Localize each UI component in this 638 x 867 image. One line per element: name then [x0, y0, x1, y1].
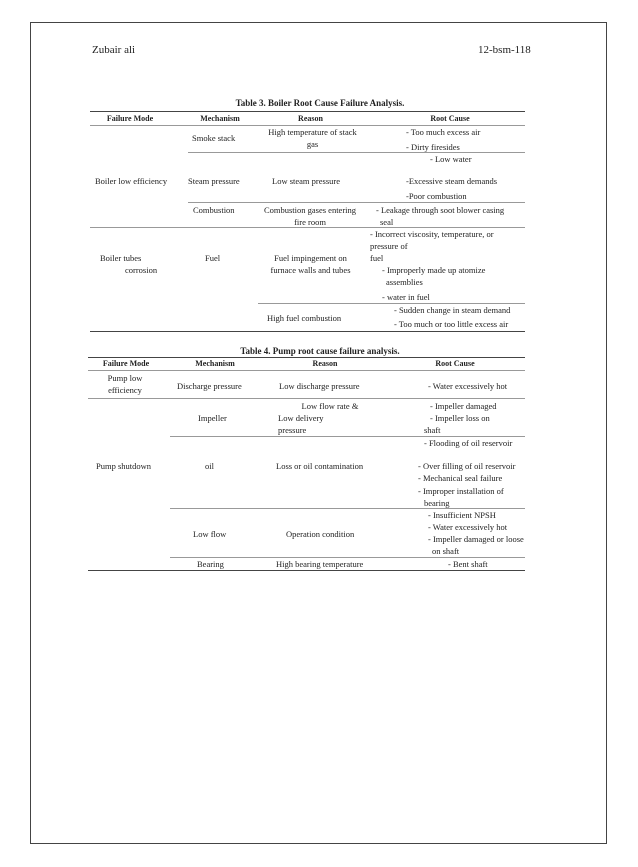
root-cause-item: on shaft [432, 546, 460, 556]
col-header-failure-mode: Failure Mode [102, 359, 150, 368]
root-cause-item: - Over filling of oil reservoir [418, 461, 516, 471]
reason-cell: Loss or oil contamination [276, 461, 364, 471]
divider [188, 202, 525, 203]
failure-mode-cell: efficiency [108, 385, 142, 395]
failure-mode-cell: Boiler tubes [100, 253, 142, 263]
root-cause-item: - Impeller loss on [430, 413, 490, 423]
reason-cell: furnace walls and tubes [270, 265, 351, 275]
col-header-mechanism: Mechanism [200, 114, 240, 123]
root-cause-item: - Bent shaft [448, 559, 488, 569]
failure-mode-cell: Boiler low efficiency [95, 176, 168, 186]
mechanism-cell: Fuel [205, 253, 221, 263]
root-cause-item: bearing [424, 498, 450, 508]
divider [88, 570, 525, 571]
root-cause-item: -Excessive steam demands [406, 176, 498, 186]
reason-cell: High temperature of stack [268, 127, 357, 137]
root-cause-item: - Low water [430, 154, 472, 164]
root-cause-item: fuel [370, 253, 384, 263]
root-cause-item: - water in fuel [382, 292, 430, 302]
table-3-caption: Table 3. Boiler Root Cause Failure Analysis. [235, 98, 405, 108]
col-header-mechanism: Mechanism [195, 359, 235, 368]
mechanism-cell: Bearing [197, 559, 224, 569]
reason-cell: pressure [278, 425, 307, 435]
col-header-reason: Reason [312, 359, 338, 368]
mechanism-cell: Impeller [198, 413, 227, 423]
root-cause-item: shaft [424, 425, 441, 435]
root-cause-item: - Improperly made up atomize [382, 265, 486, 275]
root-cause-item: assemblies [386, 277, 423, 287]
divider [88, 398, 525, 399]
failure-mode-cell: Pump shutdown [96, 461, 152, 471]
reason-cell: Combustion gases entering [263, 205, 357, 215]
table-4-caption: Table 4. Pump root cause failure analysis. [240, 346, 400, 356]
root-cause-item: - Too much or too little excess air [394, 319, 509, 329]
mechanism-cell: Smoke stack [192, 133, 236, 143]
root-cause-item: - Insufficient NPSH [428, 510, 496, 520]
root-cause-item: - Incorrect viscosity, temperature, or [370, 229, 494, 239]
root-cause-item: - Improper installation of [418, 486, 504, 496]
divider [188, 152, 525, 153]
root-cause-item: seal [380, 217, 394, 227]
root-cause-item: - Dirty firesides [406, 142, 460, 152]
reason-cell: fire room [294, 217, 326, 227]
root-cause-item: pressure of [370, 241, 408, 251]
divider [88, 357, 525, 358]
root-cause-item: - Impeller damaged or loose [428, 534, 524, 544]
mechanism-cell: Low flow [193, 529, 227, 539]
root-cause-item: -Poor combustion [406, 191, 467, 201]
reason-cell: Fuel impingement on [274, 253, 347, 263]
mechanism-cell: Steam pressure [188, 176, 240, 186]
root-cause-item: - Sudden change in steam demand [394, 305, 511, 315]
roll-number: 12-bsm-118 [478, 44, 531, 56]
root-cause-item: - Water excessively hot [428, 522, 508, 532]
divider [90, 331, 525, 332]
root-cause-item: - Too much excess air [406, 127, 481, 137]
mechanism-cell: Discharge pressure [177, 381, 242, 391]
failure-mode-cell: Pump low [107, 373, 143, 383]
reason-cell: Low discharge pressure [279, 381, 360, 391]
mechanism-cell: oil [205, 461, 214, 471]
root-cause-item: - Water excessively hot [428, 381, 508, 391]
divider [90, 111, 525, 112]
reason-cell: Low flow rate & [301, 401, 359, 411]
author-name: Zubair ali [92, 44, 136, 56]
root-cause-item: - Flooding of oil reservoir [424, 438, 513, 448]
reason-cell: High bearing temperature [276, 559, 364, 569]
mechanism-cell: Combustion [193, 205, 235, 215]
root-cause-item: - Leakage through soot blower casing [376, 205, 505, 215]
divider [88, 370, 525, 371]
root-cause-item: - Mechanical seal failure [418, 473, 503, 483]
reason-cell: Low steam pressure [272, 176, 340, 186]
col-header-failure-mode: Failure Mode [106, 114, 154, 123]
reason-cell: Operation condition [286, 529, 355, 539]
reason-cell: gas [306, 139, 319, 149]
failure-mode-cell: corrosion [125, 265, 158, 275]
reason-cell: High fuel combustion [267, 313, 342, 323]
col-header-root-cause: Root Cause [435, 359, 475, 368]
root-cause-item: - Impeller damaged [430, 401, 497, 411]
col-header-root-cause: Root Cause [430, 114, 470, 123]
reason-cell: Low delivery [278, 413, 324, 423]
col-header-reason: Reason [298, 114, 323, 123]
